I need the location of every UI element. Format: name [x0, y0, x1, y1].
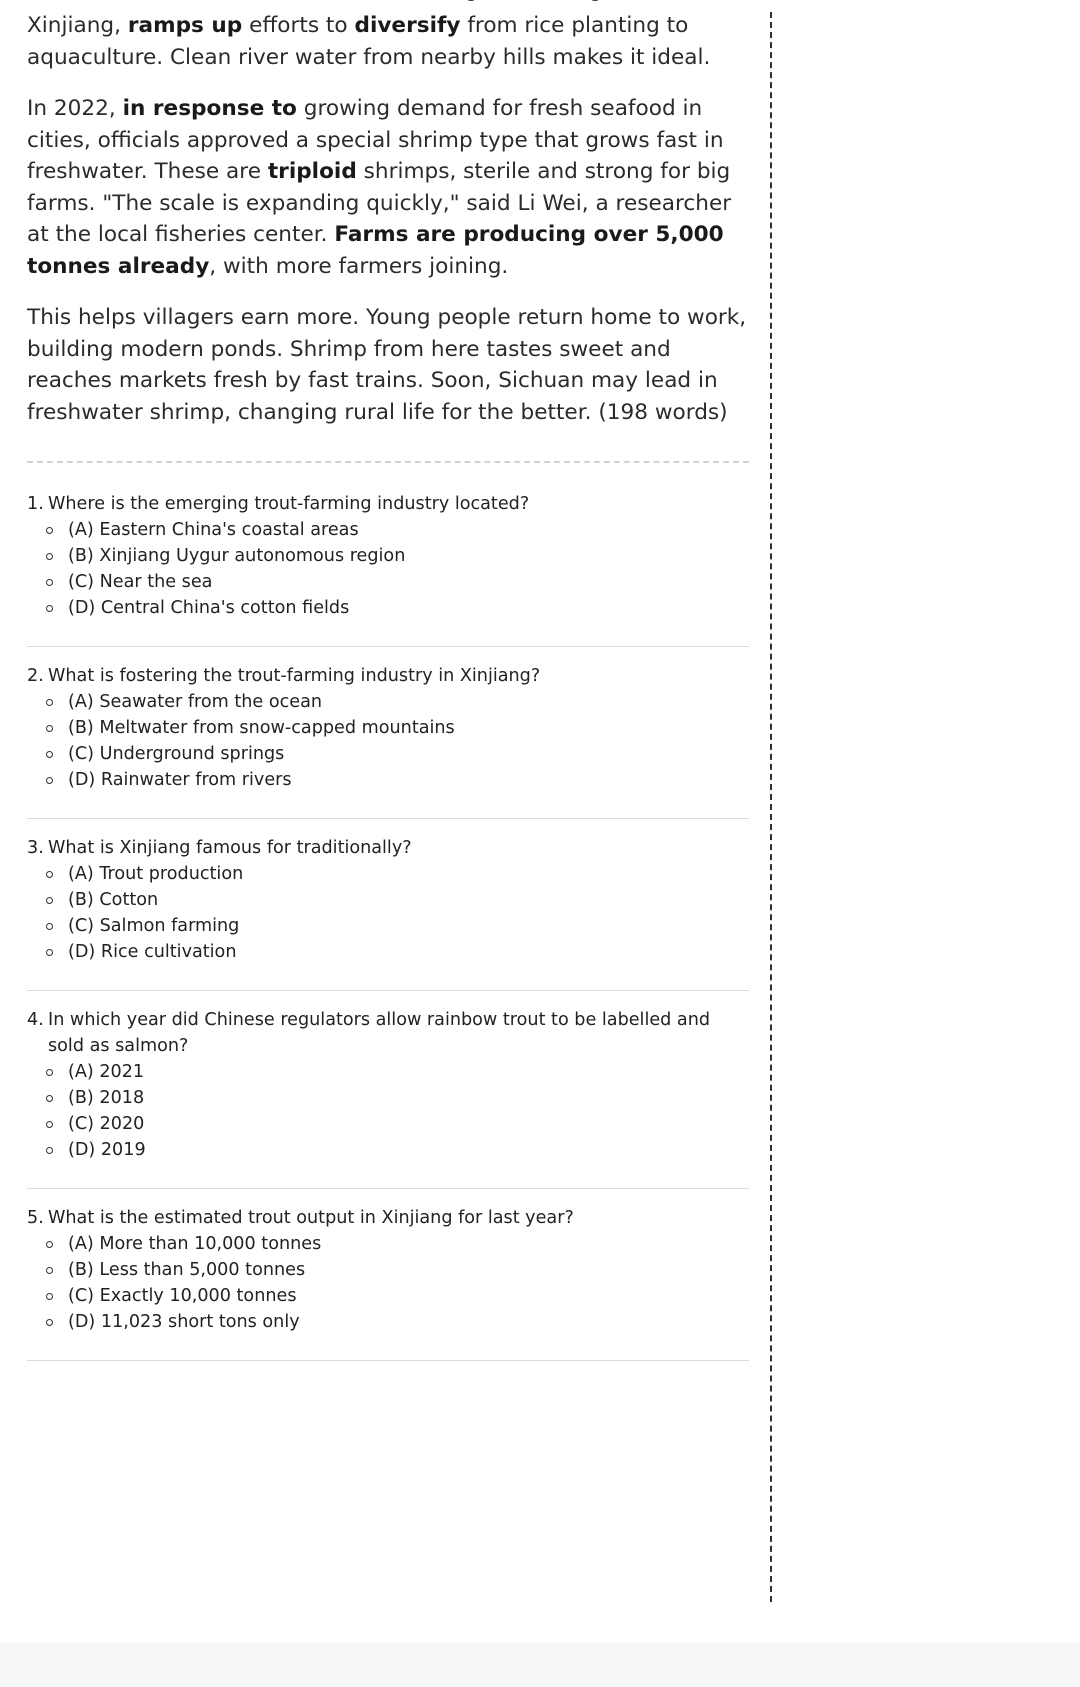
option-c[interactable]: (C) Salmon farming: [27, 913, 749, 939]
keyword-diversify: diversify: [354, 13, 461, 38]
question-3: [27, 835, 749, 991]
bullet-icon: [46, 1267, 53, 1274]
question-text: 5. What is the estimated trout output in Xinjiang for last year?: [27, 1208, 574, 1228]
keyword-farms-producing: Farms are producing over 5,000 tonnes already: [27, 222, 724, 279]
bullet-icon: [46, 725, 53, 732]
option-c[interactable]: (C) Exactly 10,000 tonnes: [27, 1283, 749, 1309]
option-list: [27, 861, 749, 965]
page-bottom-band: [0, 1643, 1080, 1687]
bullet-icon: [46, 1095, 53, 1102]
keyword-in-response-to: in response to: [122, 96, 297, 121]
option-b[interactable]: (B) Less than 5,000 tonnes: [27, 1257, 749, 1283]
option-b[interactable]: (B) Meltwater from snow-capped mountains: [27, 715, 749, 741]
option-a[interactable]: (A) 2021: [27, 1059, 749, 1085]
bullet-icon: [46, 1147, 53, 1154]
option-d[interactable]: (D) Rainwater from rivers: [27, 767, 749, 793]
option-list: [27, 1059, 749, 1163]
keyword-triploid: triploid: [267, 159, 357, 184]
bullet-icon: [46, 1069, 53, 1076]
clipped-previous-line: [200, 0, 720, 2]
option-a[interactable]: (A) Trout production: [27, 861, 749, 887]
bullet-icon: [46, 553, 53, 560]
bullet-icon: [46, 1319, 53, 1326]
option-b[interactable]: (B) Cotton: [27, 887, 749, 913]
vertical-dashed-guide: [770, 12, 772, 1602]
option-list: [27, 517, 749, 621]
bullet-icon: [46, 871, 53, 878]
option-a[interactable]: (A) More than 10,000 tonnes: [27, 1231, 749, 1257]
bullet-icon: [46, 949, 53, 956]
option-a[interactable]: (A) Seawater from the ocean: [27, 689, 749, 715]
option-a[interactable]: (A) Eastern China's coastal areas: [27, 517, 749, 543]
option-c[interactable]: (C) 2020: [27, 1111, 749, 1137]
section-divider: [27, 461, 749, 463]
question-4: [27, 1007, 749, 1189]
option-c[interactable]: (C) Near the sea: [27, 569, 749, 595]
question-1: [27, 491, 749, 647]
bullet-icon: [46, 699, 53, 706]
keyword-ramps-up: ramps up: [127, 13, 243, 38]
option-d[interactable]: (D) Central China's cotton fields: [27, 595, 749, 621]
option-b[interactable]: (B) 2018: [27, 1085, 749, 1111]
article-paragraph-2: In 2022, in response to growing demand for fresh seafood in cities, officials approved a special shrimp type that grows fast in freshwater. These are triploid shrimps, sterile and strong for big farms. "The scale is expanding quickly," said Li Wei, a researcher at the local fisheries center. Farms are producing over 5,000 tonnes already, with more farmers joining.: [27, 96, 732, 279]
option-d[interactable]: (D) 11,023 short tons only: [27, 1309, 749, 1335]
bullet-icon: [46, 1293, 53, 1300]
option-d[interactable]: (D) Rice cultivation: [27, 939, 749, 965]
bullet-icon: [46, 777, 53, 784]
question-2: [27, 663, 749, 819]
bullet-icon: [46, 579, 53, 586]
option-c[interactable]: (C) Underground springs: [27, 741, 749, 767]
article-text: [27, 10, 757, 448]
question-5: [27, 1205, 749, 1361]
option-list: [27, 1231, 749, 1335]
question-text: 2. What is fostering the trout-farming industry in Xinjiang?: [27, 666, 541, 686]
option-d[interactable]: (D) 2019: [27, 1137, 749, 1163]
bullet-icon: [46, 605, 53, 612]
question-text: 3. What is Xinjiang famous for traditionally?: [27, 838, 412, 858]
bullet-icon: [46, 1241, 53, 1248]
bullet-icon: [46, 751, 53, 758]
question-text: 1. Where is the emerging trout-farming industry located?: [27, 494, 530, 514]
option-b[interactable]: (B) Xinjiang Uygur autonomous region: [27, 543, 749, 569]
bullet-icon: [46, 923, 53, 930]
article-paragraph-3: This helps villagers earn more. Young people return home to work, building modern ponds. Shrimp from here tastes sweet and reaches markets fresh by fast trains. Soon, Sichuan may lead in freshwater shrimp, changing rural life for the better. (198 words): [27, 305, 747, 425]
quiz-section: [27, 491, 749, 1361]
option-list: [27, 689, 749, 793]
question-text: 4. In which year did Chinese regulators allow rainbow trout to be labelled and sold as salmon?: [27, 1010, 711, 1056]
bullet-icon: [46, 527, 53, 534]
bullet-icon: [46, 897, 53, 904]
bullet-icon: [46, 1121, 53, 1128]
article-paragraph-1: Xinjiang, ramps up efforts to diversify from rice planting to aquaculture. Clean river water from nearby hills makes it ideal.: [27, 13, 711, 70]
